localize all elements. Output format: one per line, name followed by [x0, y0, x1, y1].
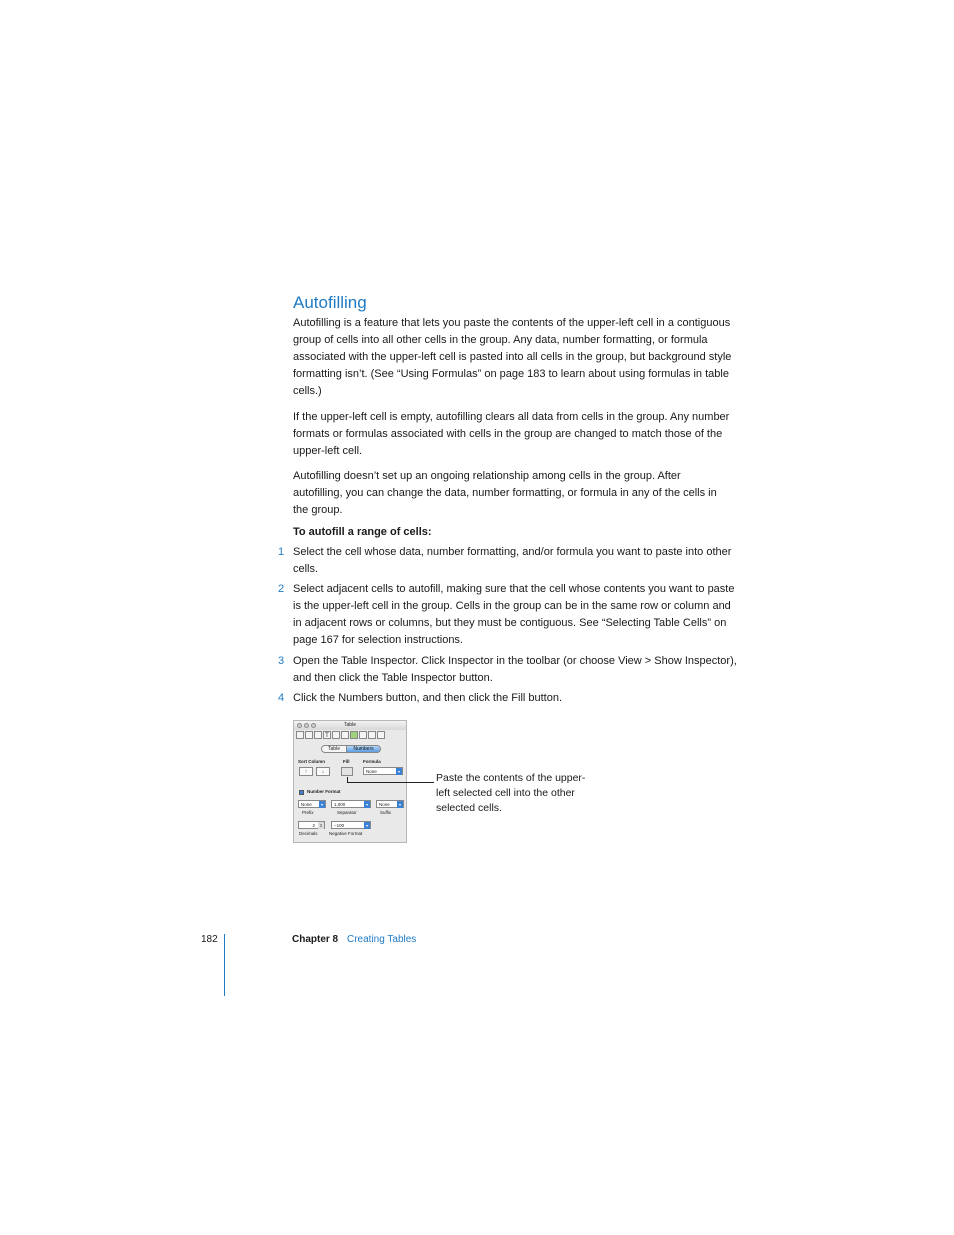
formula-label: Formula: [363, 759, 381, 764]
separator-value: 1,000: [334, 802, 346, 807]
number-format-checkbox[interactable]: [299, 790, 304, 795]
relationship-paragraph: Autofilling doesn’t set up an ongoing relationship among cells in the group. After autofilling, you can change the data, number formatting, or formula in any of the cells in the group.: [293, 470, 717, 517]
separator-popup[interactable]: [331, 800, 371, 808]
step-text: Open the Table Inspector. Click Inspector in the toolbar (or choose View > Show Inspector), and then click the Table Inspector button.: [293, 655, 737, 685]
number-format-label: Number Format: [307, 789, 341, 794]
decimals-label: Decimals: [299, 831, 318, 836]
formula-value: None: [366, 769, 377, 774]
text-icon[interactable]: T: [323, 731, 331, 739]
callout-leader-line: [347, 782, 434, 783]
tab-table[interactable]: Table: [321, 745, 347, 753]
chevron-down-icon: ▾: [397, 769, 400, 774]
procedure-heading: To autofill a range of cells:: [293, 526, 432, 538]
negative-format-popup[interactable]: [331, 821, 371, 829]
table-icon[interactable]: [350, 731, 358, 739]
prefix-popup[interactable]: [298, 800, 326, 808]
step-2: [278, 581, 738, 649]
metrics-icon[interactable]: [341, 731, 349, 739]
decimals-value: 2: [312, 823, 315, 828]
separator-label: Separator: [337, 810, 357, 815]
quicktime-icon[interactable]: [377, 731, 385, 739]
layout-icon[interactable]: [305, 731, 313, 739]
chapter-name: Creating Tables: [347, 934, 417, 945]
tab-numbers[interactable]: Numbers: [346, 745, 381, 753]
step-text: Click the Numbers button, and then click the Fill button.: [293, 692, 563, 704]
formula-popup[interactable]: [363, 767, 403, 775]
step-3: [278, 653, 738, 687]
inspector-toolbar: [296, 730, 406, 741]
wrap-icon[interactable]: [314, 731, 322, 739]
fill-button[interactable]: [341, 767, 353, 776]
section-title: Autofilling: [293, 293, 367, 312]
step-number: 2: [278, 583, 285, 595]
fill-label: Fill: [343, 759, 350, 764]
callout-text: Paste the contents of the upper-left selected cell into the other selected cells.: [436, 772, 586, 814]
step-1: [278, 544, 738, 578]
sort-descending-button[interactable]: ↓: [316, 767, 330, 776]
inspector-titlebar: [294, 721, 406, 730]
intro-paragraph: Autofilling is a feature that lets you paste the contents of the upper-left cell in a contiguous group of cells into all other cells in the group. Any data, number formatting, or formula associated with the upper-left cell is pasted into all cells in the group, but background style formatting isn’t. (See “Using Formulas” on page 183 to learn about using formulas in table cells.): [293, 317, 732, 398]
page-number: 182: [201, 934, 218, 945]
step-4: [278, 690, 738, 707]
document-icon[interactable]: [296, 731, 304, 739]
inspector-title: Table: [344, 722, 356, 728]
graphic-icon[interactable]: [332, 731, 340, 739]
chart-icon[interactable]: [359, 731, 367, 739]
decimals-stepper[interactable]: [298, 821, 325, 829]
stepper-arrows-icon: ⇕: [319, 823, 323, 828]
suffix-popup[interactable]: [376, 800, 404, 808]
suffix-label: Suffix: [380, 810, 392, 815]
sort-ascending-button[interactable]: ↑: [299, 767, 313, 776]
empty-cell-paragraph: If the upper-left cell is empty, autofilling clears all data from cells in the group. Any number formats or formulas associated with cells in the group are changed to match those of the upper-left cell.: [293, 411, 730, 458]
sort-column-label: Sort Column: [298, 759, 325, 764]
step-text: Select adjacent cells to autofill, making sure that the cell whose contents you want to paste is the upper-left cell in the group. Cells in the group can be in the same row or column and in adjacent rows or columns, but they must be contiguous. See “Selecting Table Cells” on page 167 for selection instructions.: [293, 583, 735, 647]
chevron-down-icon: ▾: [320, 802, 323, 807]
chevron-down-icon: ▾: [398, 802, 401, 807]
step-number: 4: [278, 692, 285, 704]
prefix-label: Prefix: [302, 810, 314, 815]
chevron-down-icon: ▾: [365, 802, 368, 807]
negative-format-value: −100: [334, 823, 345, 828]
step-text: Select the cell whose data, number formatting, and/or formula you want to paste into other cells.: [293, 546, 732, 576]
chevron-down-icon: ▾: [365, 823, 368, 828]
suffix-value: None: [379, 802, 390, 807]
step-number: 1: [278, 546, 285, 558]
link-icon[interactable]: [368, 731, 376, 739]
chapter-label: Chapter 8: [292, 934, 339, 945]
negative-format-label: Negative Format: [329, 831, 363, 836]
step-number: 3: [278, 655, 285, 667]
prefix-value: None: [301, 802, 312, 807]
footer-rule: [224, 934, 225, 996]
